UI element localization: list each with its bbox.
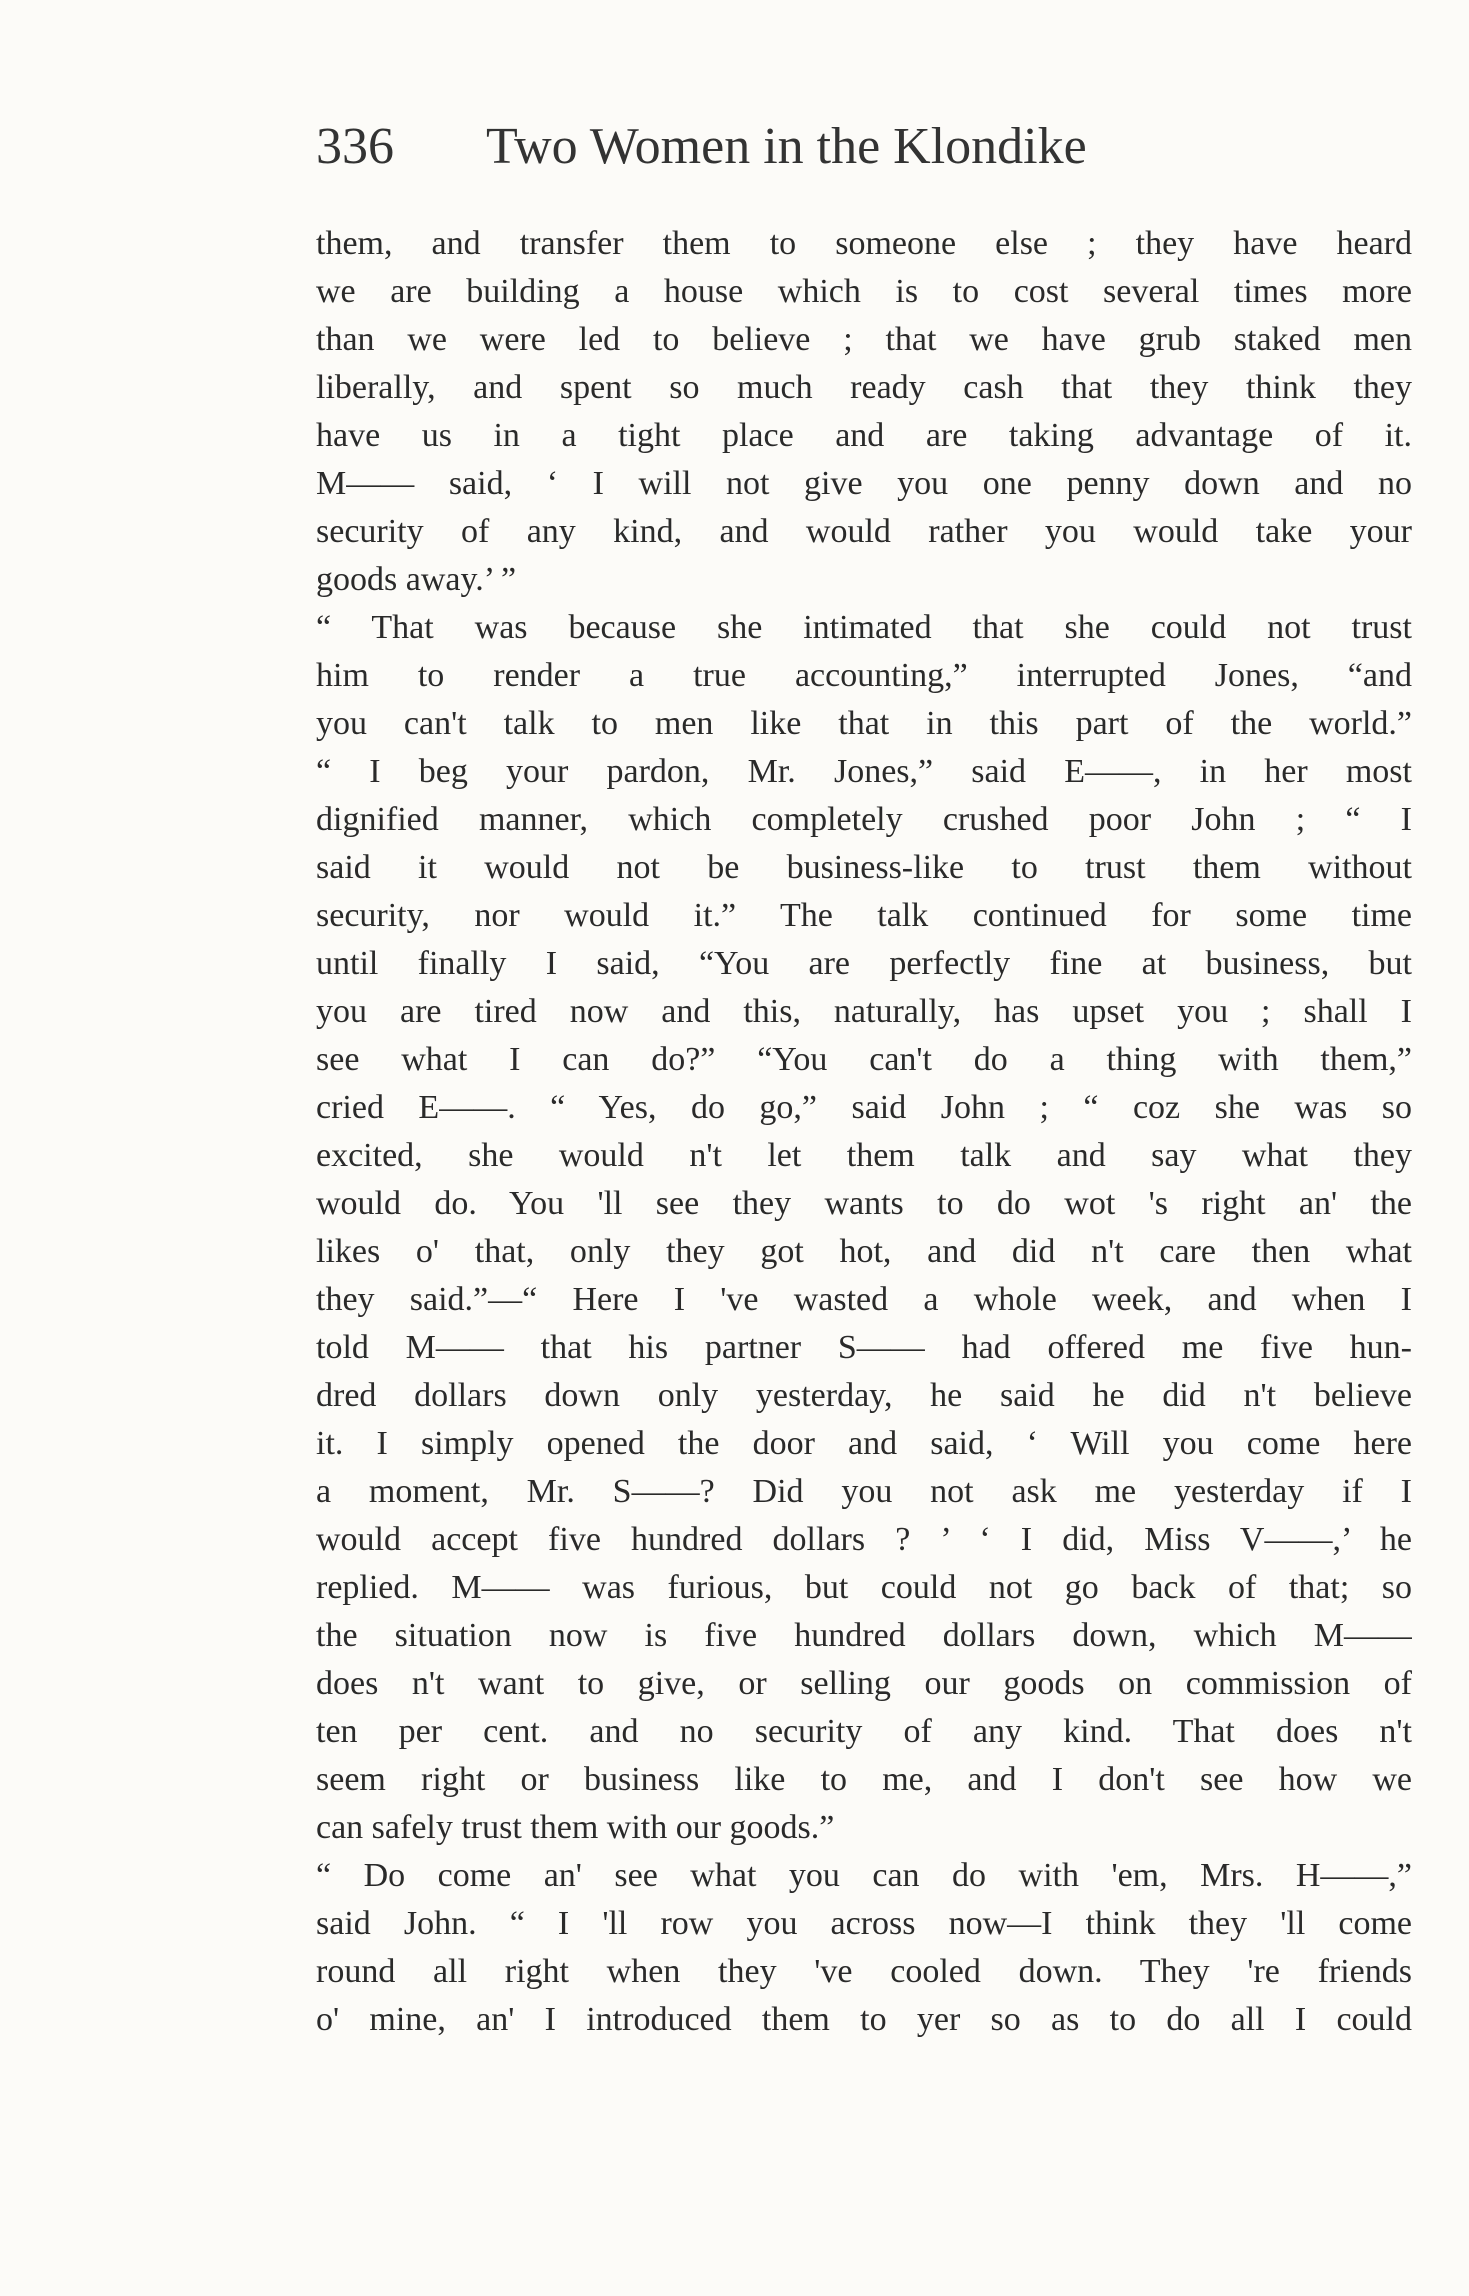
text-line: goods away.’ ” [316,561,517,598]
body-text [316,220,1412,2044]
text-line: have us in a tight place and are taking advantage of it. [316,417,1412,454]
text-line: said John. “ I 'll row you across now—I think they 'll come [316,1905,1412,1942]
text-line: dred dollars down only yesterday, he said he did n't believe [316,1377,1412,1414]
text-line: excited, she would n't let them talk and say what they [316,1137,1412,1174]
text-line: told M—— that his partner S—— had offered me five hun- [316,1329,1412,1366]
text-line: see what I can do?” “You can't do a thing with them,” [316,1041,1412,1078]
text-line: him to render a true accounting,” interrupted Jones, “and [316,657,1412,694]
text-line: replied. M—— was furious, but could not go back of that; so [316,1569,1412,1606]
text-line: they said.”—“ Here I 've wasted a whole week, and when I [316,1281,1412,1318]
text-line: likes o' that, only they got hot, and did n't care then what [316,1233,1412,1270]
text-line: than we were led to believe ; that we have grub staked men [316,321,1412,358]
text-line: cried E——. “ Yes, do go,” said John ; “ coz she was so [316,1089,1412,1126]
text-line: round all right when they 've cooled down. They 're friends [316,1953,1412,1990]
text-line: seem right or business like to me, and I don't see how we [316,1761,1412,1798]
text-line: them, and transfer them to someone else ; they have heard [316,225,1412,262]
text-line: “ Do come an' see what you can do with 'em, Mrs. H——,” [316,1857,1412,1894]
text-line: security of any kind, and would rather you would take your [316,513,1412,550]
text-line: said it would not be business-like to trust them without [316,849,1412,886]
text-line: a moment, Mr. S——? Did you not ask me yesterday if I [316,1473,1412,1510]
running-head [316,112,1416,182]
text-line: it. I simply opened the door and said, ‘ Will you come here [316,1425,1412,1462]
text-line: dignified manner, which completely crushed poor John ; “ I [316,801,1412,838]
text-line: M—— said, ‘ I will not give you one penny down and no [316,465,1412,502]
text-line: security, nor would it.” The talk continued for some time [316,897,1412,934]
text-line: “ I beg your pardon, Mr. Jones,” said E——, in her most [316,753,1412,790]
text-line: does n't want to give, or selling our goods on commission of [316,1665,1412,1702]
text-line: can safely trust them with our goods.” [316,1809,835,1846]
text-line: until finally I said, “You are perfectly fine at business, but [316,945,1412,982]
text-line: we are building a house which is to cost several times more [316,273,1412,310]
text-line: “ That was because she intimated that she could not trust [316,609,1412,646]
text-line: would accept five hundred dollars ? ’ ‘ I did, Miss V——,’ he [316,1521,1412,1558]
text-line: would do. You 'll see they wants to do wot 's right an' the [316,1185,1412,1222]
text-line: o' mine, an' I introduced them to yer so as to do all I could [316,2001,1412,2038]
page-number: 336 [316,118,394,175]
text-line: liberally, and spent so much ready cash that they think they [316,369,1412,406]
text-line: you can't talk to men like that in this part of the world.” [316,705,1412,742]
text-line: the situation now is five hundred dollars down, which M—— [316,1617,1412,1654]
text-line: you are tired now and this, naturally, has upset you ; shall I [316,993,1412,1030]
text-line: ten per cent. and no security of any kind. That does n't [316,1713,1412,1750]
book-title: Two Women in the Klondike [486,118,1087,175]
